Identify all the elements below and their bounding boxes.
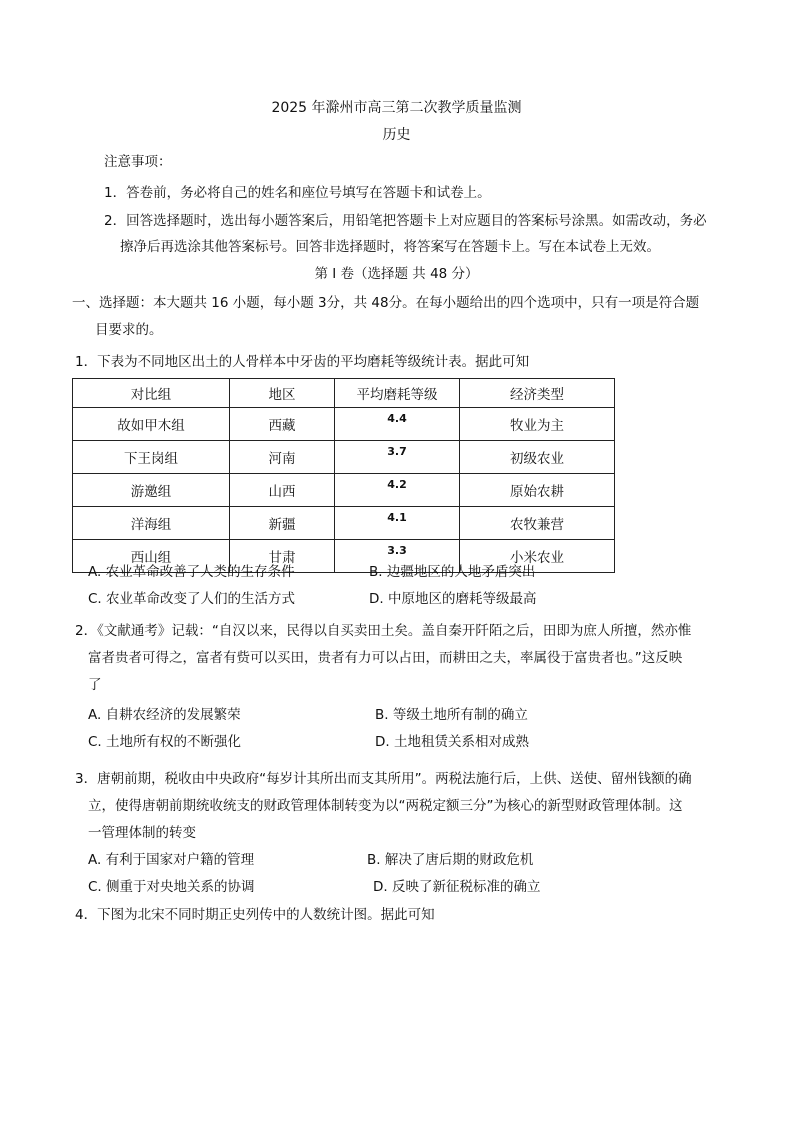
table-cell-wear-grade: 4.4	[335, 408, 460, 441]
table-cell-economy: 原始农耕	[460, 474, 615, 507]
q1-stem: 1．下表为不同地区出土的人骨样本中牙齿的平均磨耗等级统计表。据此可知	[75, 354, 530, 370]
q1-table	[72, 378, 615, 573]
table-cell-wear-grade: 4.1	[335, 507, 460, 540]
table-cell-wear-grade: 3.7	[335, 441, 460, 474]
table-cell-wear-grade: 3.3	[335, 540, 460, 573]
q3-stem-line-3: 一管理体制的转变	[88, 825, 196, 841]
q1-option-d[interactable]: D. 中原地区的磨耗等级最高	[369, 591, 537, 607]
q3-stem-line-2: 立，使得唐朝前期统收统支的财政管理体制转变为以“两税定额三分”为核心的新型财政管理体制。这	[88, 798, 683, 814]
table-header-cell: 平均磨耗等级	[335, 379, 460, 408]
q1-option-c[interactable]: C. 农业革命改变了人们的生活方式	[88, 591, 296, 607]
q2-option-a[interactable]: A. 自耕农经济的发展繁荣	[88, 707, 241, 723]
table-cell-region: 山西	[230, 474, 335, 507]
table-cell-economy: 初级农业	[460, 441, 615, 474]
table-cell-group: 西山组	[73, 540, 230, 573]
table-cell-group: 洋海组	[73, 507, 230, 540]
table-cell-economy: 小米农业	[460, 540, 615, 573]
exam-title: 2025 年滁州市高三第二次教学质量监测	[271, 100, 522, 116]
table-row	[73, 507, 615, 540]
section-intro-line-2: 目要求的。	[95, 322, 163, 338]
table-cell-group: 下王岗组	[73, 441, 230, 474]
table-cell-economy: 牧业为主	[460, 408, 615, 441]
table-cell-region: 河南	[230, 441, 335, 474]
table-header-cell: 经济类型	[460, 379, 615, 408]
q2-stem-line-3: 了	[88, 677, 102, 693]
q3-option-a[interactable]: A. 有利于国家对户籍的管理	[88, 852, 255, 868]
table-header-cell: 地区	[230, 379, 335, 408]
q2-stem-line-1: 2．《文献通考》记载：“自汉以来，民得以自买卖田土矣。盖自秦开阡陌之后，田即为庶人所擅，然亦惟	[75, 623, 692, 639]
table-header-row	[73, 379, 615, 408]
q3-option-c[interactable]: C. 侧重于对央地关系的协调	[88, 879, 255, 895]
q2-option-b[interactable]: B. 等级土地所有制的确立	[375, 707, 528, 723]
table-cell-region: 新疆	[230, 507, 335, 540]
q3-option-b[interactable]: B. 解决了唐后期的财政危机	[367, 852, 534, 868]
table-row	[73, 474, 615, 507]
q3-stem-line-1: 3．唐朝前期，税收由中央政府“每岁计其所出而支其所用”。两税法施行后，上供、送使、留州钱额的确	[75, 771, 692, 787]
notes-item-1: 1．答卷前，务必将自己的姓名和座位号填写在答题卡和试卷上。	[104, 185, 491, 201]
q2-option-d[interactable]: D. 土地租赁关系相对成熟	[375, 734, 529, 750]
q4-stem: 4．下图为北宋不同时期正史列传中的人数统计图。据此可知	[75, 907, 435, 923]
table-cell-group: 游邀组	[73, 474, 230, 507]
q1-option-b[interactable]: B. 边疆地区的人地矛盾突出	[369, 564, 536, 580]
notes-item-2-line-1: 2．回答选择题时，选出每小题答案后，用铅笔把答题卡上对应题目的答案标号涂黑。如需改动，务必	[104, 213, 707, 229]
volume-title: 第 I 卷（选择题 共 48 分）	[314, 266, 479, 282]
notes-heading: 注意事项：	[104, 154, 172, 170]
table-cell-wear-grade: 4.2	[335, 474, 460, 507]
notes-item-2-line-2: 擦净后再选涂其他答案标号。回答非选择题时，将答案写在答题卡上。写在本试卷上无效。	[120, 239, 660, 255]
q2-option-c[interactable]: C. 土地所有权的不断强化	[88, 734, 242, 750]
subject-title: 历史	[382, 127, 411, 143]
table-cell-group: 故如甲木组	[73, 408, 230, 441]
q3-option-d[interactable]: D. 反映了新征税标准的确立	[373, 879, 541, 895]
table-cell-region: 甘肃	[230, 540, 335, 573]
table-row	[73, 441, 615, 474]
section-intro-line-1: 一、选择题：本大题共 16 小题，每小题 3分，共 48分。在每小题给出的四个选项中，只有一项是符合题	[72, 295, 700, 311]
q1-option-a[interactable]: A. 农业革命改善了人类的生存条件	[88, 564, 295, 580]
q2-stem-line-2: 富者贵者可得之，富者有赀可以买田，贵者有力可以占田，而耕田之夫，率属役于富贵者也。”这反映	[88, 650, 683, 666]
table-cell-economy: 农牧兼营	[460, 507, 615, 540]
table-cell-region: 西藏	[230, 408, 335, 441]
table-header-cell: 对比组	[73, 379, 230, 408]
table-row	[73, 408, 615, 441]
